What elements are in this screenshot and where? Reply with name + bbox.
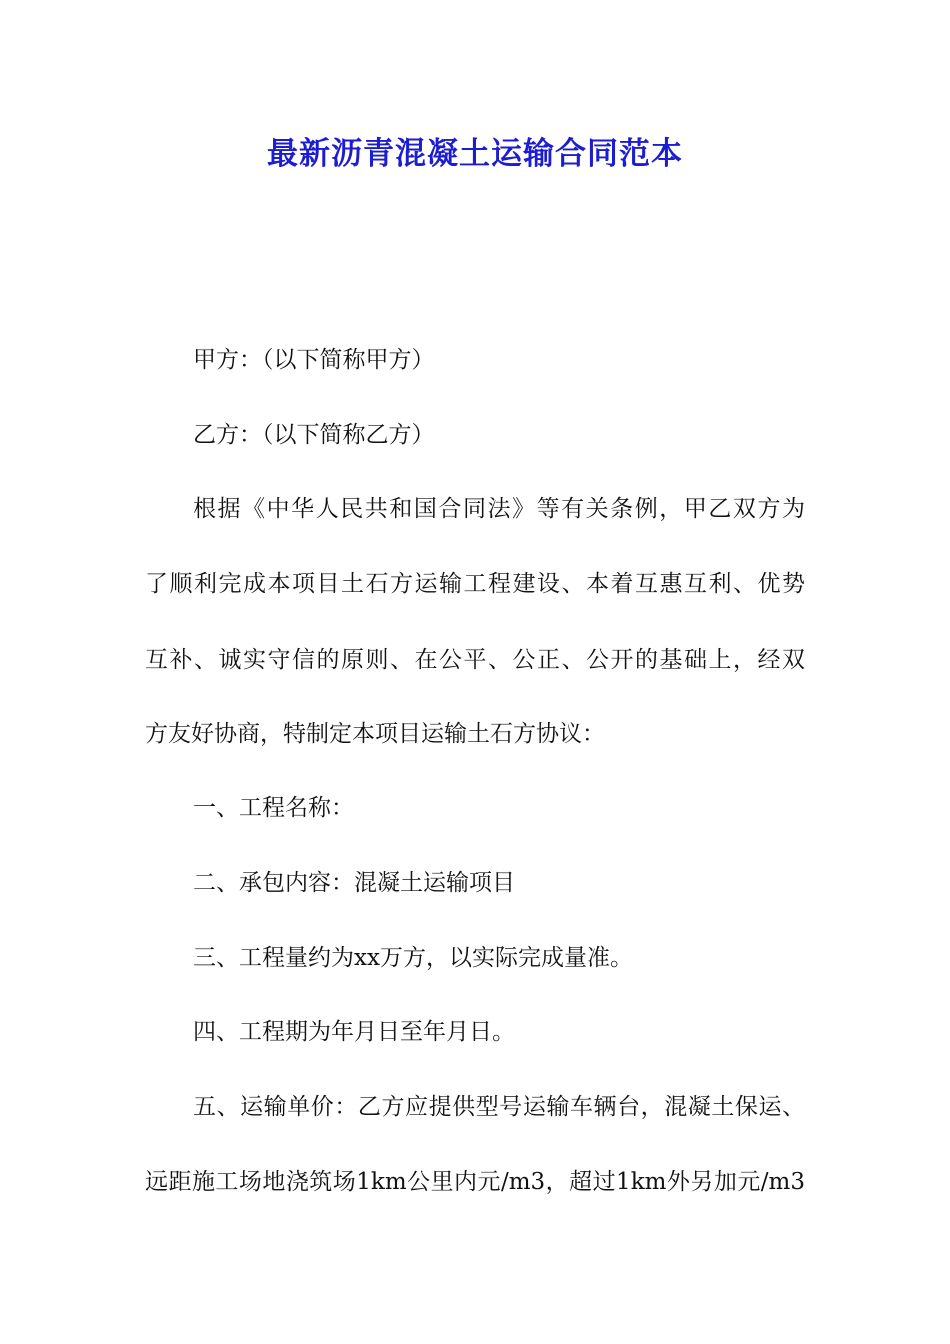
clause-4-period: 四、工程期为年月日至年月日。 — [193, 1019, 515, 1045]
clause-5-unit-price-line-1: 五、运输单价：乙方应提供型号运输车辆台，混凝土保运、 — [193, 1094, 805, 1120]
document-title: 最新沥青混凝土运输合同范本 — [267, 136, 683, 172]
clause-5-unit-price-line-2: 远距施工场地浇筑场1km公里内元/m3，超过1km外另加元/m3 — [145, 1169, 805, 1195]
clause-3-quantity: 三、工程量约为xx万方，以实际完成量准。 — [193, 945, 633, 971]
clause-1-project-name: 一、工程名称： — [193, 795, 354, 821]
party-a-line: 甲方：（以下简称甲方） — [193, 347, 435, 373]
preamble-line-3: 互补、诚实守信的原则、在公平、公正、公开的基础上，经双 — [145, 647, 805, 673]
party-b-line: 乙方：（以下简称乙方） — [193, 422, 435, 448]
preamble-line-1: 根据《中华人民共和国合同法》等有关条例，甲乙双方为 — [193, 496, 805, 522]
clause-2-contract-scope: 二、承包内容：混凝土运输项目 — [193, 870, 515, 896]
preamble-line-2: 了顺利完成本项目土石方运输工程建设、本着互惠互利、优势 — [145, 571, 805, 597]
preamble-line-4: 方友好协商，特制定本项目运输土石方协议： — [145, 721, 605, 747]
